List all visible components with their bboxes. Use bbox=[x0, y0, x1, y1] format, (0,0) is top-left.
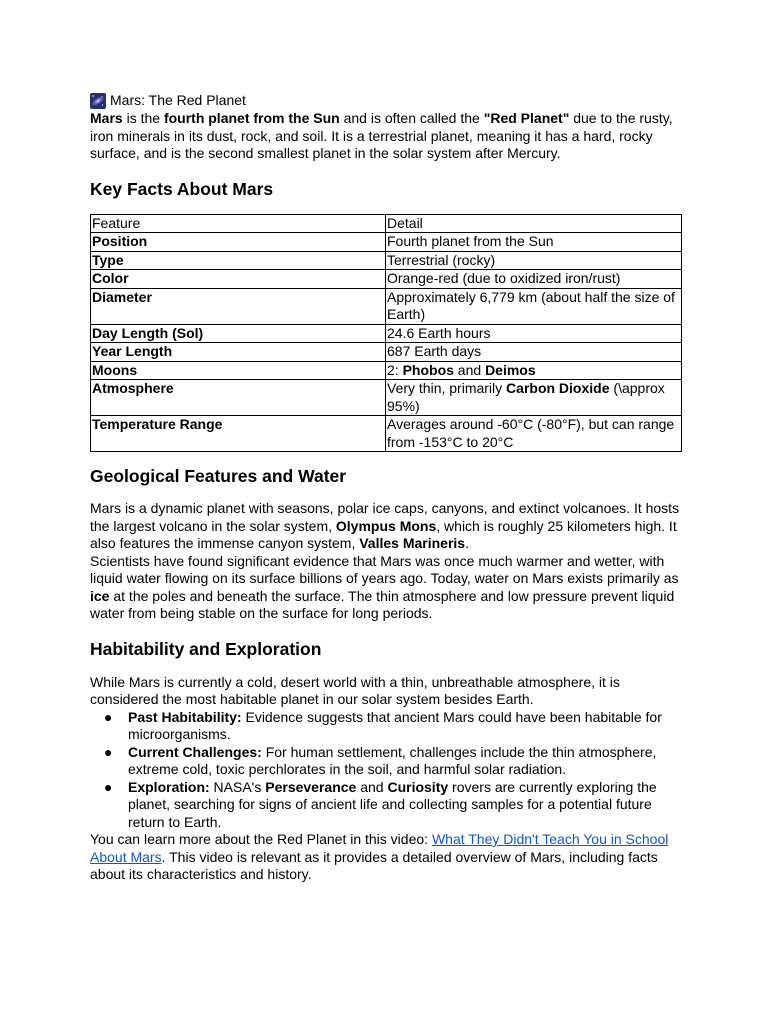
list-item-label: Current Challenges: bbox=[128, 743, 262, 760]
intro-mars: Mars bbox=[90, 110, 123, 126]
table-header-feature: Feature bbox=[91, 214, 386, 233]
atmo-co2: Carbon Dioxide bbox=[506, 380, 610, 396]
list-item-text: Evidence suggests that ancient Mars could have been habitable for microorganisms. bbox=[128, 708, 662, 742]
atmo-text-a: Very thin, primarily bbox=[387, 380, 507, 396]
table-row bbox=[91, 361, 682, 380]
valles-marineris: Valles Marineris bbox=[359, 535, 466, 551]
table-cell-detail: Fourth planet from the Sun bbox=[386, 233, 682, 252]
geo-paragraph-2 bbox=[90, 553, 680, 623]
table-cell-feature: Color bbox=[91, 270, 386, 289]
moons-and: and bbox=[453, 361, 486, 378]
curiosity-bold: Curiosity bbox=[387, 778, 449, 795]
table-header-row bbox=[91, 214, 682, 233]
table-cell-detail: 24.6 Earth hours bbox=[386, 324, 682, 343]
list-item bbox=[90, 744, 680, 779]
list-item-text: rovers are currently exploring the planet, searching for signs of ancient life and collecting samples for a potential future return to Earth. bbox=[128, 778, 657, 830]
list-item-label: Exploration: bbox=[128, 778, 210, 795]
table-row bbox=[91, 380, 682, 416]
habitability-paragraph: While Mars is currently a cold, desert world with a thin, unbreathable atmosphere, it is considered the most habitable planet in our solar system besides Earth. bbox=[90, 673, 620, 707]
geo-p1-text-1: Mars is a dynamic planet with seasons, polar ice caps, canyons, and extinct volcanoes. It hosts the largest volcano in the solar system, bbox=[90, 500, 680, 534]
intro-text-2: and is often called the bbox=[339, 110, 484, 126]
table-cell-detail bbox=[386, 380, 682, 416]
table-row bbox=[91, 416, 682, 452]
document-page bbox=[90, 92, 680, 884]
list-item bbox=[90, 779, 680, 832]
list-item-text: and bbox=[356, 778, 388, 795]
geo-heading: Geological Features and Water bbox=[90, 466, 347, 486]
outro-text-1: You can learn more about the Red Planet in this video: bbox=[90, 831, 432, 847]
table-header-detail: Detail bbox=[386, 214, 682, 233]
list-item bbox=[90, 709, 680, 744]
table-row bbox=[91, 233, 682, 252]
outro-text-2: . This video is relevant as it provides a detailed overview of Mars, including facts about its characteristics and history. bbox=[90, 848, 658, 882]
bullet-icon: ● bbox=[104, 778, 113, 795]
bullet-icon: ● bbox=[104, 708, 113, 725]
doc-title: Mars: The Red Planet bbox=[110, 92, 246, 109]
atmo-text-b: (\approx 95%) bbox=[387, 380, 665, 414]
table-cell-feature: Temperature Range bbox=[91, 416, 386, 452]
table-cell-detail: Terrestrial (rocky) bbox=[386, 251, 682, 270]
habitability-heading: Habitability and Exploration bbox=[90, 638, 322, 659]
list-item-text: For human settlement, challenges include the thin atmosphere, extreme cold, toxic perchlorates in the soil, and harmful solar radiation. bbox=[128, 743, 657, 777]
table-cell-detail: Averages around -60°C (-80°F), but can range from -153°C to 20°C bbox=[386, 416, 682, 452]
geo-p2-text-1: Scientists have found significant evidence that Mars was once much warmer and wetter, with liquid water flowing on its surface billions of years ago. Today, water on Mars exists primarily as bbox=[90, 552, 679, 586]
list-item-text: NASA's bbox=[209, 778, 266, 795]
table-row bbox=[91, 324, 682, 343]
table-cell-detail bbox=[386, 361, 682, 380]
table-cell-feature: Type bbox=[91, 251, 386, 270]
intro-fourth-planet: fourth planet from the Sun bbox=[163, 110, 340, 126]
table-cell-feature: Year Length bbox=[91, 343, 386, 362]
olympus-mons: Olympus Mons bbox=[335, 517, 437, 534]
table-row bbox=[91, 270, 682, 289]
bullet-icon: ● bbox=[104, 743, 113, 760]
table-row bbox=[91, 343, 682, 362]
habitability-list bbox=[90, 709, 680, 832]
geo-p1-text-3: . bbox=[465, 535, 469, 551]
table-cell-feature: Moons bbox=[91, 361, 386, 380]
perseverance-bold: Perseverance bbox=[265, 778, 357, 795]
geo-p2-text-2: at the poles and beneath the surface. The thin atmosphere and low pressure prevent liquid water from being stable on the surface for long periods. bbox=[90, 587, 675, 621]
table-cell-feature: Position bbox=[91, 233, 386, 252]
doc-title-line bbox=[90, 92, 680, 110]
table-cell-detail: Orange-red (due to oxidized iron/rust) bbox=[386, 270, 682, 289]
table-cell-detail: 687 Earth days bbox=[386, 343, 682, 362]
intro-red-planet: "Red Planet" bbox=[483, 110, 570, 126]
intro-text-1: is the bbox=[122, 110, 164, 126]
key-facts-heading: Key Facts About Mars bbox=[90, 178, 274, 199]
outro-paragraph bbox=[90, 831, 680, 884]
geo-paragraph-1 bbox=[90, 500, 680, 553]
intro-text-3: due to the rusty, iron minerals in its dust, rock, and soil. It is a terrestrial planet, meaning it has a hard, rocky surface, and is the second smallest planet in the solar system after Mercury. bbox=[90, 110, 673, 161]
table-cell-feature: Day Length (Sol) bbox=[91, 324, 386, 343]
table-cell-feature: Diameter bbox=[91, 288, 386, 324]
intro-paragraph bbox=[90, 110, 680, 163]
moon-phobos: Phobos bbox=[402, 361, 454, 378]
table-row bbox=[91, 288, 682, 324]
table-cell-detail: Approximately 6,779 km (about half the size of Earth) bbox=[386, 288, 682, 324]
geo-p1-text-2: , which is roughly 25 kilometers high. It also features the immense canyon system, bbox=[90, 517, 677, 551]
milky-way-icon bbox=[90, 93, 106, 109]
list-item-label: Past Habitability: bbox=[128, 708, 242, 725]
table-cell-feature: Atmosphere bbox=[91, 380, 386, 416]
video-link[interactable]: What They Didn't Teach You in School About Mars bbox=[90, 831, 669, 865]
moons-count: 2: bbox=[387, 361, 403, 378]
key-facts-table bbox=[90, 214, 682, 453]
ice-bold: ice bbox=[90, 587, 110, 604]
moon-deimos: Deimos bbox=[485, 361, 536, 378]
table-row bbox=[91, 251, 682, 270]
